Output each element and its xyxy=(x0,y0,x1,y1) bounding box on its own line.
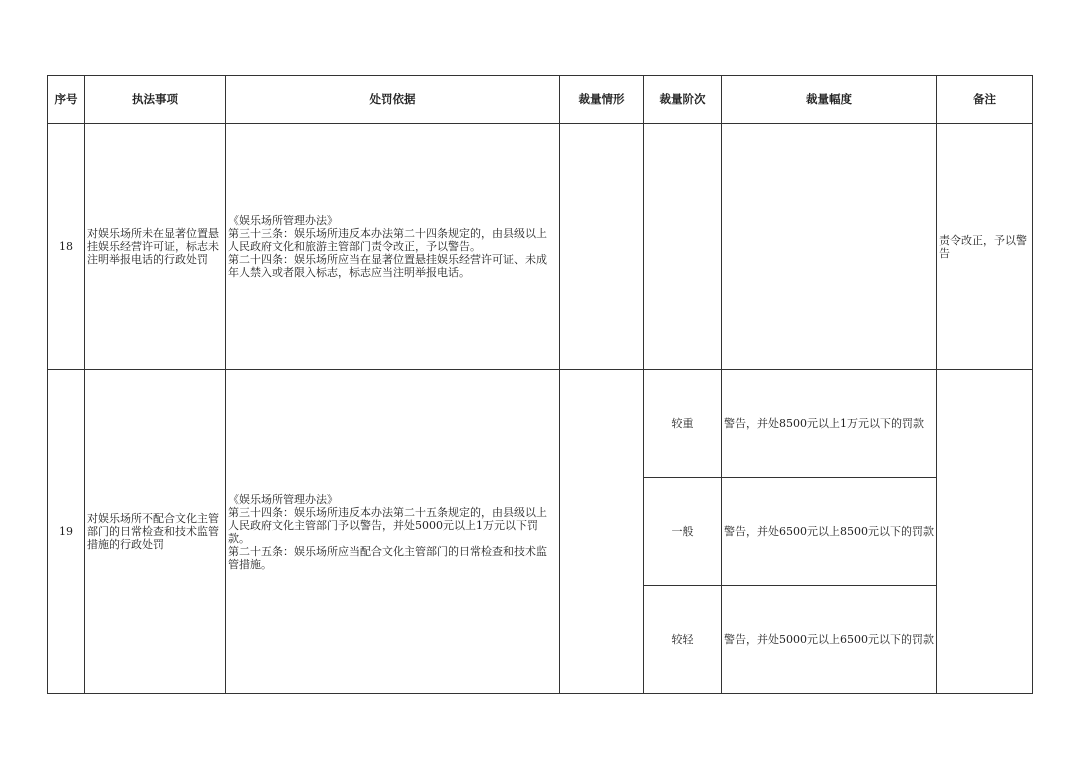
header-no: 序号 xyxy=(48,76,85,124)
level-cell xyxy=(644,124,722,370)
basis-line: 第三十三条：娱乐场所违反本办法第二十四条规定的，由县级以上人民政府文化和旅游主管部门责令改正，予以警告。 xyxy=(228,227,547,253)
penalty-discretion-table xyxy=(47,75,1033,694)
level-cell: 较重 xyxy=(644,370,722,478)
enforcement-item: 对娱乐场所不配合文化主管部门的日常检查和技术监管措施的行政处罚 xyxy=(85,370,226,694)
basis-line: 《娱乐场所管理办法》 xyxy=(228,492,338,506)
range-cell: 警告，并处6500元以上8500元以下的罚款 xyxy=(722,478,937,586)
header-item: 执法事项 xyxy=(85,76,226,124)
table-row xyxy=(48,370,1033,478)
header-remark: 备注 xyxy=(937,76,1033,124)
range-cell: 警告，并处8500元以上1万元以下的罚款 xyxy=(722,370,937,478)
penalty-basis xyxy=(226,124,560,370)
row-number: 19 xyxy=(48,370,85,694)
table-header-row xyxy=(48,76,1033,124)
basis-line: 第二十五条：娱乐场所应当配合文化主管部门的日常检查和技术监管措施。 xyxy=(228,544,547,571)
table-row xyxy=(48,124,1033,370)
header-basis: 处罚依据 xyxy=(226,76,560,124)
level-cell: 一般 xyxy=(644,478,722,586)
penalty-basis xyxy=(226,370,560,694)
situation-cell xyxy=(560,124,644,370)
level-cell: 较轻 xyxy=(644,586,722,694)
enforcement-item: 对娱乐场所未在显著位置悬挂娱乐经营许可证，标志未注明举报电话的行政处罚 xyxy=(85,124,226,370)
basis-line: 第二十四条：娱乐场所应当在显著位置悬挂娱乐经营许可证、未成年人禁入或者限入标志，标志应当注明举报电话。 xyxy=(228,253,547,279)
header-range: 裁量幅度 xyxy=(722,76,937,124)
range-cell: 警告，并处5000元以上6500元以下的罚款 xyxy=(722,586,937,694)
row-number: 18 xyxy=(48,124,85,370)
header-level: 裁量阶次 xyxy=(644,76,722,124)
remark-cell: 责令改正，予以警告 xyxy=(937,124,1033,370)
basis-line: 第三十四条：娱乐场所违反本办法第二十五条规定的，由县级以上人民政府文化主管部门予以警告，并处5000元以上1万元以下罚款。 xyxy=(228,505,547,545)
basis-line: 《娱乐场所管理办法》 xyxy=(228,214,338,227)
situation-cell xyxy=(560,370,644,694)
range-cell xyxy=(722,124,937,370)
header-situation: 裁量情形 xyxy=(560,76,644,124)
remark-cell xyxy=(937,370,1033,694)
